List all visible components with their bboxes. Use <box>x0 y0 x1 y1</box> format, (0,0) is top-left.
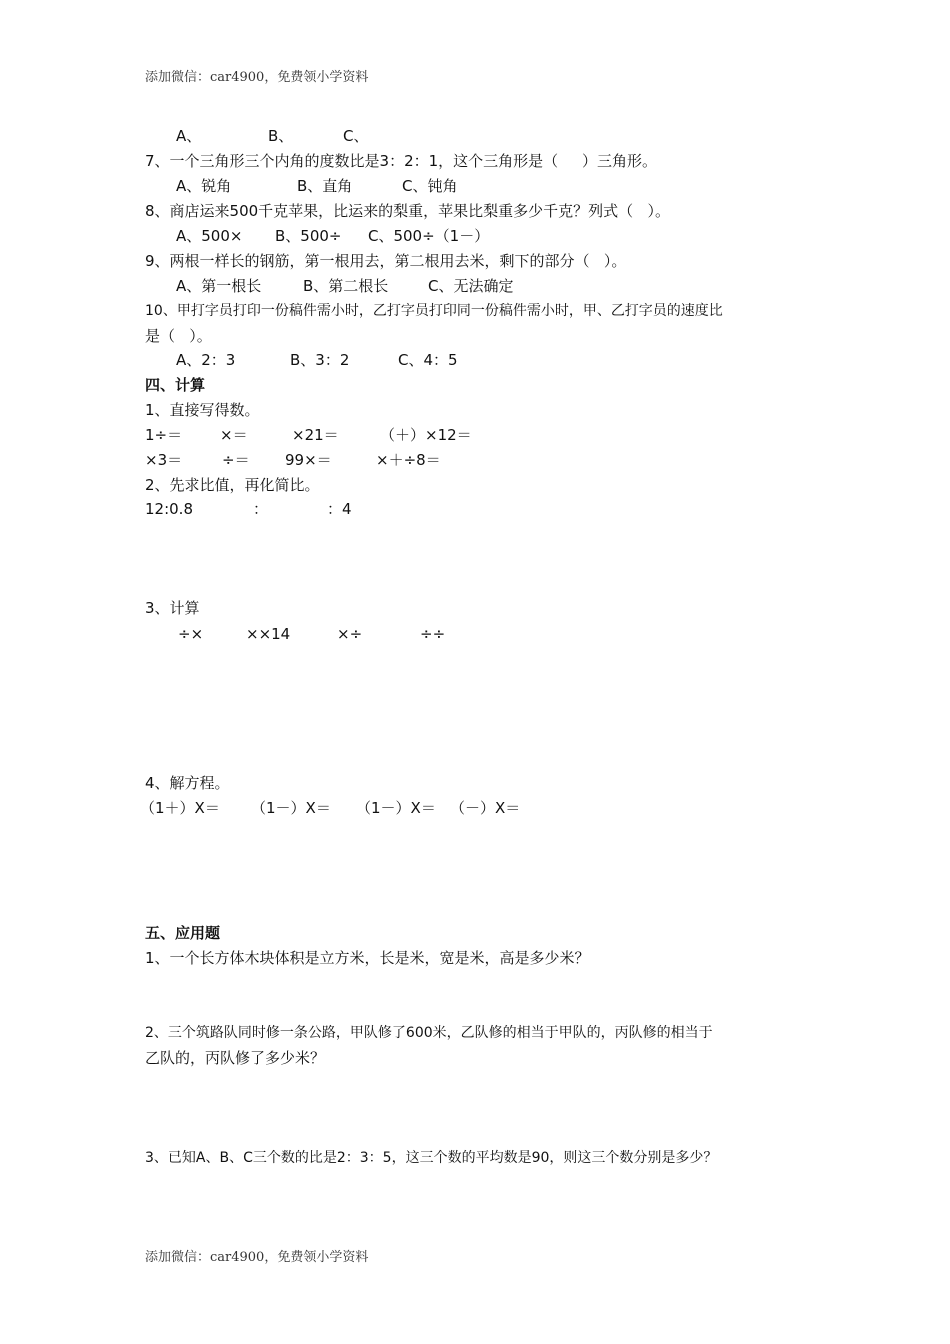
section-4-part3-title: 3、计算 <box>145 599 200 617</box>
mental-math-item: ×3＝ <box>145 451 183 469</box>
word-problem-2-line1: 2、三个筑路队同时修一条公路，甲队修了600米，乙队修的相当于甲队的，丙队修的相当于 <box>145 1025 713 1041</box>
q10-option-a: A、2：3 <box>176 351 236 369</box>
section-4-part2-title: 2、先求比值，再化简比。 <box>145 476 320 494</box>
q8-question: 8、商店运来500千克苹果，比运来的梨重，苹果比梨重多少千克？列式（ ）。 <box>145 202 670 220</box>
q10-option-c: C、4：5 <box>398 351 458 369</box>
q9-question: 9、两根一样长的钢筋，第一根用去，第二根用去米，剩下的部分（ ）。 <box>145 252 627 270</box>
q7-option-c: C、钝角 <box>402 177 458 195</box>
equation-item: （1＋）X＝ <box>140 799 220 817</box>
section-4-title: 四、计算 <box>145 376 206 394</box>
mental-math-item: 1÷＝ <box>145 426 183 444</box>
mental-math-item: （＋）×12＝ <box>380 426 472 444</box>
q9-option-c: C、无法确定 <box>428 277 514 295</box>
q7-option-a: A、锐角 <box>176 177 232 195</box>
mental-math-item: 99×＝ <box>285 451 332 469</box>
mental-math-item: ×21＝ <box>292 426 339 444</box>
q8-option-b: B、500÷ <box>275 227 342 245</box>
calc-item: ××14 <box>246 625 291 643</box>
q10-question-line1: 10、甲打字员打印一份稿件需小时，乙打字员打印同一份稿件需小时，甲、乙打字员的速度比 <box>145 303 723 319</box>
q6-option-b: B、 <box>268 127 294 145</box>
calc-item: ÷× <box>178 625 204 643</box>
section-5-title: 五、应用题 <box>145 924 221 942</box>
q8-option-c: C、500÷（1－） <box>368 227 490 245</box>
q8-option-a: A、500× <box>176 227 243 245</box>
q10-question-line2: 是（ ）。 <box>145 327 212 345</box>
q6-option-a: A、 <box>176 127 202 145</box>
q7-question: 7、一个三角形三个内角的度数比是3：2：1，这个三角形是（ ）三角形。 <box>145 152 658 170</box>
calc-item: ×÷ <box>337 625 363 643</box>
page-footer-watermark: 添加微信：car4900，免费领小学资料 <box>145 1250 369 1265</box>
word-problem-1: 1、一个长方体木块体积是立方米，长是米，宽是米，高是多少米？ <box>145 949 590 967</box>
equation-item: （－）X＝ <box>450 799 521 817</box>
q6-option-c: C、 <box>343 127 369 145</box>
equation-item: （1－）X＝ <box>356 799 436 817</box>
q10-option-b: B、3：2 <box>290 351 350 369</box>
q7-option-b: B、直角 <box>297 177 353 195</box>
q9-option-b: B、第二根长 <box>303 277 389 295</box>
equation-item: （1－）X＝ <box>251 799 331 817</box>
ratio-item: ：4 <box>327 500 352 518</box>
word-problem-2-line2: 乙队的，丙队修了多少米？ <box>145 1049 326 1067</box>
section-4-part1-title: 1、直接写得数。 <box>145 401 260 419</box>
mental-math-item: ÷＝ <box>222 451 250 469</box>
mental-math-item: ×＋÷8＝ <box>376 451 441 469</box>
mental-math-item: ×＝ <box>220 426 248 444</box>
word-problem-3: 3、已知A、B、C三个数的比是2：3：5，这三个数的平均数是90，则这三个数分别是多少？ <box>145 1150 718 1166</box>
ratio-item: 12:0.8 <box>145 500 193 518</box>
calc-item: ÷÷ <box>420 625 446 643</box>
page-header-watermark: 添加微信：car4900，免费领小学资料 <box>145 70 369 85</box>
ratio-item: ： <box>253 500 269 518</box>
section-4-part4-title: 4、解方程。 <box>145 774 230 792</box>
q9-option-a: A、第一根长 <box>176 277 262 295</box>
